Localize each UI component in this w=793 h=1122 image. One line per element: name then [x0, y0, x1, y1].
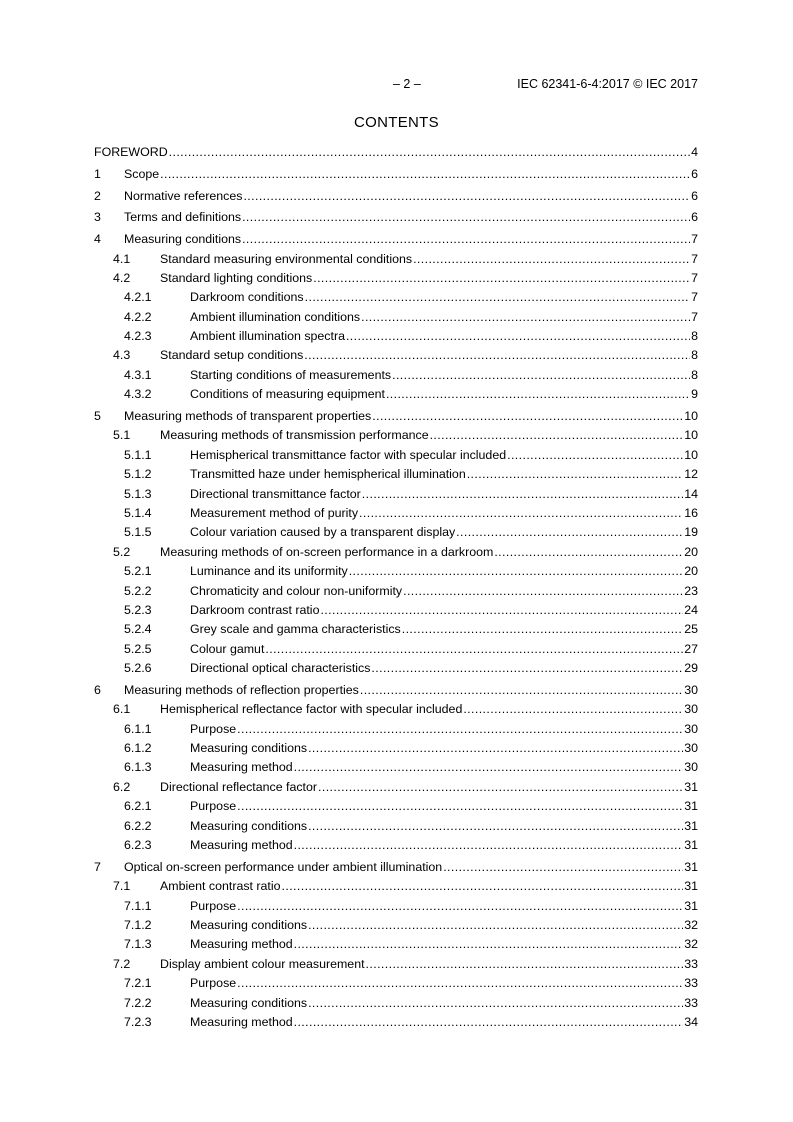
toc-entry-page: 7 — [691, 290, 698, 305]
toc-entry[interactable] — [94, 797, 698, 816]
toc-entry[interactable] — [94, 897, 698, 916]
toc-entry-number: 5.2.6 — [124, 661, 152, 676]
toc-entry[interactable] — [94, 916, 698, 935]
toc-entry-number: 5.1 — [113, 428, 131, 443]
toc-entry-number: 5.2.3 — [124, 602, 152, 617]
toc-entry-title: Conditions of measuring equipment — [190, 387, 385, 402]
toc-entry-title: FOREWORD — [94, 145, 168, 159]
toc-entry-page: 31 — [684, 898, 698, 913]
toc-entry-title: Colour variation caused by a transparent display — [190, 525, 456, 540]
toc-entry-page: 19 — [684, 525, 698, 540]
toc-entry-number: 7.1.2 — [124, 917, 152, 932]
toc-entry[interactable] — [94, 601, 698, 620]
toc-entry-page: 7 — [691, 270, 698, 285]
toc-entry[interactable] — [94, 935, 698, 954]
toc-entry-title: Display ambient colour measurement — [160, 956, 365, 971]
toc-entry[interactable] — [94, 974, 698, 993]
toc-entry[interactable] — [94, 327, 698, 346]
toc-entry-page: 27 — [684, 641, 698, 656]
toc-entry-title: Measuring methods of transparent properties — [124, 409, 372, 424]
toc-entry[interactable] — [94, 994, 698, 1013]
toc-entry[interactable] — [94, 504, 698, 523]
toc-dot-leader — [402, 620, 683, 639]
toc-entry-title: Directional reflectance factor — [160, 779, 318, 794]
toc-entry-page: 31 — [684, 859, 698, 874]
toc-entry-number: 7.2.3 — [124, 1014, 152, 1029]
toc-dot-leader — [366, 955, 684, 974]
toc-entry[interactable] — [94, 700, 698, 719]
toc-entry[interactable] — [94, 817, 698, 836]
toc-entry-title: Directional optical characteristics — [190, 661, 371, 676]
toc-entry-page: 30 — [684, 702, 698, 717]
toc-entry-title: Measuring method — [190, 1014, 293, 1029]
toc-dot-leader — [282, 877, 684, 896]
toc-entry-page: 30 — [684, 760, 698, 775]
toc-entry-title: Purpose — [190, 898, 237, 913]
toc-entry[interactable] — [94, 385, 698, 404]
toc-entry-page: 30 — [684, 741, 698, 756]
toc-entry-number: 5.1.1 — [124, 447, 152, 462]
toc-entry[interactable] — [94, 250, 698, 269]
toc-entry-number: 7.2 — [113, 956, 131, 971]
toc-entry-page: 6 — [691, 166, 698, 181]
toc-entry-page: 10 — [684, 428, 698, 443]
toc-entry-number: 5.1.2 — [124, 467, 152, 482]
toc-entry-number: 4.2 — [113, 270, 131, 285]
toc-dot-leader — [304, 346, 690, 365]
toc-entry-number: 4.2.3 — [124, 329, 152, 344]
toc-entry-number: 4.3 — [113, 348, 131, 363]
toc-entry-number: 7.1 — [113, 879, 131, 894]
toc-entry-title: Purpose — [190, 976, 237, 991]
toc-entry-title: Normative references — [124, 188, 243, 203]
toc-dot-leader — [467, 465, 683, 484]
toc-dot-leader — [294, 1013, 684, 1032]
toc-dot-leader — [265, 640, 683, 659]
toc-entry-page: 33 — [684, 956, 698, 971]
toc-dot-leader — [463, 700, 683, 719]
document-id: IEC 62341-6-4:2017 © IEC 2017 — [517, 77, 698, 91]
toc-entry[interactable] — [94, 165, 698, 184]
page-number: – 2 – — [393, 77, 421, 91]
toc-entry-title: Transmitted haze under hemispherical illumination — [190, 467, 466, 482]
toc-entry[interactable] — [94, 877, 698, 896]
toc-entry-page: 30 — [684, 721, 698, 736]
toc-dot-leader — [318, 778, 683, 797]
toc-entry-title: Optical on-screen performance under ambient illumination — [124, 859, 443, 874]
toc-entry-page: 4 — [691, 145, 698, 159]
toc-dot-leader — [456, 523, 683, 542]
toc-entry-title: Starting conditions of measurements — [190, 367, 392, 382]
toc-entry-title: Measuring methods of transmission performance — [160, 428, 429, 443]
toc-dot-leader — [392, 366, 690, 385]
toc-entry[interactable] — [94, 523, 698, 542]
toc-dot-leader — [308, 739, 683, 758]
toc-entry-title: Measuring methods of reflection properties — [124, 682, 359, 697]
toc-dot-leader — [349, 562, 683, 581]
toc-dot-leader — [371, 659, 683, 678]
toc-entry-number: 4.3.1 — [124, 367, 152, 382]
toc-entry-page: 6 — [691, 188, 698, 203]
toc-entry[interactable] — [94, 640, 698, 659]
toc-entry[interactable] — [94, 465, 698, 484]
toc-dot-leader — [308, 817, 683, 836]
toc-entry[interactable] — [94, 836, 698, 855]
toc-entry-page: 31 — [684, 779, 698, 794]
toc-entry-page: 33 — [684, 976, 698, 991]
toc-entry[interactable] — [94, 208, 698, 227]
toc-entry-title: Purpose — [190, 721, 237, 736]
toc-entry-page: 20 — [684, 544, 698, 559]
toc-dot-leader — [294, 836, 684, 855]
toc-dot-leader — [243, 187, 690, 206]
toc-entry-number: 6.1.2 — [124, 741, 152, 756]
toc-entry[interactable] — [94, 659, 698, 678]
toc-entry-number: 6.2.2 — [124, 818, 152, 833]
toc-entry[interactable] — [94, 485, 698, 504]
toc-entry-number: 7 — [94, 859, 101, 874]
toc-dot-leader — [242, 208, 690, 227]
toc-entry-title: Directional transmittance factor — [190, 486, 361, 501]
toc-entry[interactable] — [94, 230, 698, 249]
toc-entry[interactable] — [94, 446, 698, 465]
toc-entry-number: 7.2.1 — [124, 976, 152, 991]
toc-entry-number: 5.2.1 — [124, 564, 152, 579]
toc-entry-page: 12 — [684, 467, 698, 482]
page-header — [94, 77, 698, 93]
toc-entry[interactable] — [94, 543, 698, 562]
toc-entry-page: 7 — [691, 309, 698, 324]
toc-entry-page: 34 — [684, 1014, 698, 1029]
toc-entry-number: 6.1.1 — [124, 721, 152, 736]
toc-entry-title: Darkroom contrast ratio — [190, 602, 320, 617]
toc-entry-number: 5 — [94, 409, 101, 424]
toc-entry-number: 4.2.1 — [124, 290, 152, 305]
toc-entry[interactable] — [94, 407, 698, 426]
toc-entry-page: 7 — [691, 232, 698, 247]
toc-entry[interactable] — [94, 620, 698, 639]
toc-dot-leader — [242, 230, 690, 249]
toc-entry-title: Measuring conditions — [190, 995, 308, 1010]
toc-dot-leader — [494, 543, 683, 562]
toc-dot-leader — [294, 758, 684, 777]
toc-entry-number: 4.3.2 — [124, 387, 152, 402]
toc-dot-leader — [160, 165, 690, 184]
page-title: CONTENTS — [354, 114, 439, 131]
toc-entry[interactable] — [94, 562, 698, 581]
toc-entry[interactable] — [94, 308, 698, 327]
toc-entry[interactable] — [94, 366, 698, 385]
toc-dot-leader — [361, 308, 690, 327]
toc-dot-leader — [237, 797, 683, 816]
toc-entry-number: 5.1.5 — [124, 525, 152, 540]
toc-entry-title: Standard setup conditions — [160, 348, 304, 363]
toc-entry-page: 10 — [684, 447, 698, 462]
toc-entry[interactable] — [94, 955, 698, 974]
toc-entry-page: 14 — [684, 486, 698, 501]
toc-entry[interactable] — [94, 758, 698, 777]
toc-dot-leader — [372, 407, 683, 426]
toc-dot-leader — [359, 504, 683, 523]
toc-entry-number: 2 — [94, 188, 101, 203]
toc-entry-number: 3 — [94, 210, 101, 225]
toc-entry[interactable] — [94, 778, 698, 797]
toc-entry-title: Scope — [124, 166, 160, 181]
toc-entry-number: 6.1.3 — [124, 760, 152, 775]
table-of-contents — [94, 143, 698, 1032]
toc-entry-number: 4 — [94, 232, 101, 247]
toc-entry-number: 7.1.1 — [124, 898, 152, 913]
toc-entry[interactable] — [94, 739, 698, 758]
toc-entry-page: 25 — [684, 622, 698, 637]
toc-dot-leader — [413, 250, 690, 269]
toc-entry-page: 8 — [691, 329, 698, 344]
toc-entry-title: Measuring method — [190, 838, 293, 853]
toc-dot-leader — [308, 994, 683, 1013]
toc-dot-leader — [320, 601, 683, 620]
toc-entry-page: 6 — [691, 210, 698, 225]
toc-entry-number: 6.2 — [113, 779, 131, 794]
toc-entry-title: Measurement method of purity — [190, 505, 359, 520]
toc-entry[interactable] — [94, 1013, 698, 1032]
toc-entry-page: 30 — [684, 682, 698, 697]
toc-dot-leader — [386, 385, 690, 404]
toc-entry-title: Colour gamut — [190, 641, 265, 656]
toc-entry-page: 31 — [684, 799, 698, 814]
toc-entry-page: 8 — [691, 367, 698, 382]
toc-entry[interactable] — [94, 858, 698, 877]
toc-entry-number: 5.2.4 — [124, 622, 152, 637]
toc-entry[interactable] — [94, 346, 698, 365]
toc-entry-number: 4.2.2 — [124, 309, 152, 324]
toc-entry-title: Hemispherical reflectance factor with specular included — [160, 702, 463, 717]
toc-entry-title: Darkroom conditions — [190, 290, 304, 305]
toc-entry-title: Ambient illumination conditions — [190, 309, 361, 324]
toc-dot-leader — [169, 143, 690, 162]
toc-entry-title: Measuring conditions — [190, 917, 308, 932]
toc-dot-leader — [403, 582, 683, 601]
toc-entry-number: 6.2.3 — [124, 838, 152, 853]
toc-entry[interactable] — [94, 143, 698, 162]
toc-entry-title: Standard measuring environmental conditions — [160, 251, 413, 266]
toc-entry-page: 31 — [684, 818, 698, 833]
toc-entry-page: 10 — [684, 409, 698, 424]
toc-entry-page: 16 — [684, 505, 698, 520]
toc-dot-leader — [430, 426, 684, 445]
toc-entry-number: 4.1 — [113, 251, 131, 266]
toc-entry-page: 31 — [684, 879, 698, 894]
toc-entry-title: Hemispherical transmittance factor with specular included — [190, 447, 507, 462]
toc-entry-title: Measuring conditions — [190, 818, 308, 833]
toc-entry-number: 6 — [94, 682, 101, 697]
toc-entry[interactable] — [94, 681, 698, 700]
toc-entry-page: 9 — [691, 387, 698, 402]
toc-dot-leader — [237, 720, 683, 739]
toc-entry-page: 23 — [684, 583, 698, 598]
toc-entry-title: Measuring conditions — [190, 741, 308, 756]
toc-entry-page: 8 — [691, 348, 698, 363]
toc-entry-title: Terms and definitions — [124, 210, 242, 225]
toc-dot-leader — [313, 269, 690, 288]
toc-entry-page: 31 — [684, 838, 698, 853]
toc-entry-number: 5.1.3 — [124, 486, 152, 501]
toc-entry-number: 7.2.2 — [124, 995, 152, 1010]
toc-entry-number: 5.1.4 — [124, 505, 152, 520]
toc-entry[interactable] — [94, 288, 698, 307]
toc-entry-title: Measuring method — [190, 937, 293, 952]
toc-dot-leader — [294, 935, 684, 954]
toc-entry-page: 32 — [684, 937, 698, 952]
toc-entry-number: 6.2.1 — [124, 799, 152, 814]
toc-dot-leader — [237, 897, 683, 916]
toc-entry-title: Ambient illumination spectra — [190, 329, 345, 344]
toc-dot-leader — [346, 327, 690, 346]
toc-entry-page: 20 — [684, 564, 698, 579]
toc-entry-number: 1 — [94, 166, 101, 181]
toc-entry-title: Measuring method — [190, 760, 293, 775]
toc-dot-leader — [305, 288, 690, 307]
toc-dot-leader — [308, 916, 683, 935]
toc-entry[interactable] — [94, 720, 698, 739]
toc-entry[interactable] — [94, 426, 698, 445]
toc-entry-title: Measuring methods of on-screen performance in a darkroom — [160, 544, 494, 559]
toc-entry-page: 33 — [684, 995, 698, 1010]
toc-entry-page: 32 — [684, 917, 698, 932]
toc-entry-number: 5.2.2 — [124, 583, 152, 598]
toc-entry[interactable] — [94, 269, 698, 288]
toc-entry-title: Purpose — [190, 799, 237, 814]
toc-entry-title: Chromaticity and colour non-uniformity — [190, 583, 403, 598]
toc-entry-page: 29 — [684, 661, 698, 676]
toc-entry[interactable] — [94, 582, 698, 601]
toc-dot-leader — [360, 681, 683, 700]
toc-entry-page: 7 — [691, 251, 698, 266]
toc-entry-title: Grey scale and gamma characteristics — [190, 622, 401, 637]
toc-dot-leader — [237, 974, 683, 993]
toc-dot-leader — [362, 485, 683, 504]
toc-entry-title: Luminance and its uniformity — [190, 564, 348, 579]
toc-entry-title: Standard lighting conditions — [160, 270, 313, 285]
toc-entry-title: Measuring conditions — [124, 232, 242, 247]
toc-entry[interactable] — [94, 187, 698, 206]
toc-entry-number: 5.2 — [113, 544, 131, 559]
toc-dot-leader — [507, 446, 683, 465]
toc-entry-number: 7.1.3 — [124, 937, 152, 952]
toc-entry-number: 6.1 — [113, 702, 131, 717]
toc-entry-number: 5.2.5 — [124, 641, 152, 656]
toc-entry-title: Ambient contrast ratio — [160, 879, 281, 894]
toc-entry-page: 24 — [684, 602, 698, 617]
toc-dot-leader — [443, 858, 683, 877]
